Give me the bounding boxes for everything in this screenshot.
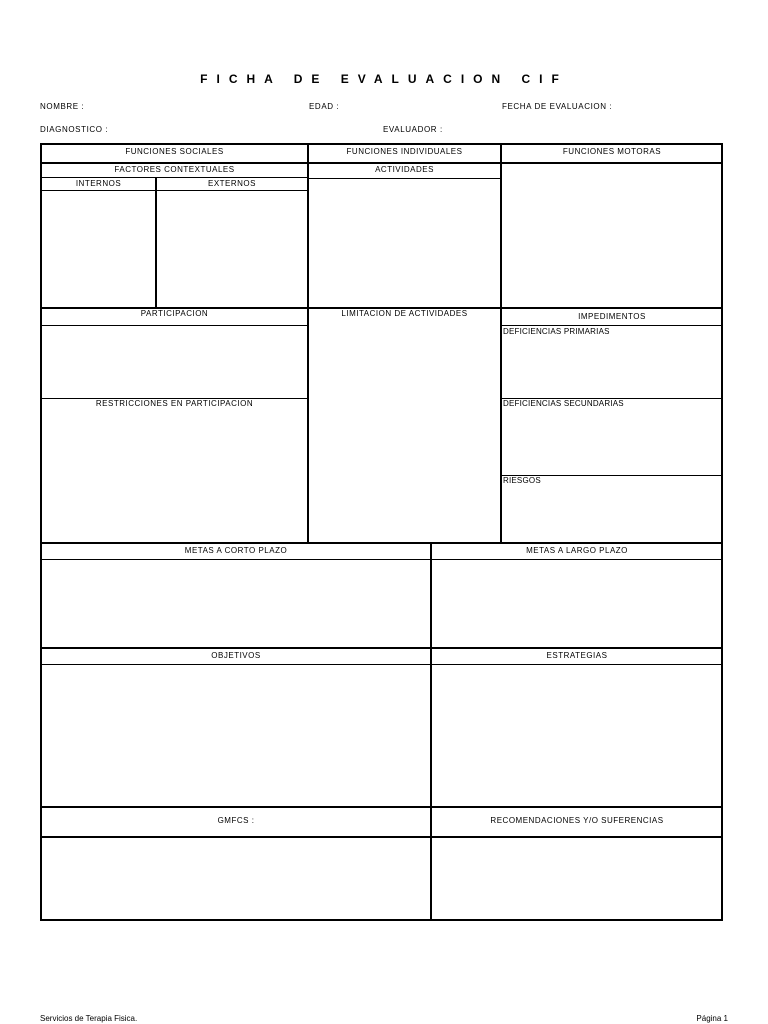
divider [500, 325, 723, 326]
objetivos-header: OBJETIVOS [211, 651, 261, 660]
internos-header: INTERNOS [75, 179, 122, 188]
divider [40, 806, 723, 808]
divider [40, 542, 723, 544]
divider [40, 190, 307, 191]
deficiencias-primarias-label: DEFICIENCIAS PRIMARIAS [503, 327, 610, 336]
impedimentos-header: IMPEDIMENTOS [578, 312, 646, 321]
recomendaciones-header: RECOMENDACIONES Y/O SUFERENCIAS [490, 816, 664, 825]
deficiencias-secundarias-label: DEFICIENCIAS SECUNDARIAS [503, 399, 624, 408]
divider [40, 162, 723, 164]
actividades-header: ACTIVIDADES [375, 165, 434, 174]
divider [307, 178, 500, 179]
divider [40, 559, 723, 560]
limitacion-actividades-header: LIMITACION DE ACTIVIDADES [341, 309, 468, 318]
metas-largo-plazo-header: METAS A LARGO PLAZO [526, 546, 628, 555]
divider [430, 542, 432, 920]
restricciones-header: RESTRICCIONES EN PARTICIPACION [95, 399, 254, 408]
evaluador-label: EVALUADOR : [383, 125, 443, 134]
metas-corto-plazo-header: METAS A CORTO PLAZO [184, 546, 288, 555]
form-title: FICHA DE EVALUACION CIF [200, 72, 568, 86]
divider [155, 177, 157, 308]
divider [40, 325, 307, 326]
footer-left: Servicios de Terapia Fisica. [40, 1014, 138, 1023]
fecha-evaluacion-label: FECHA DE EVALUACION : [502, 102, 613, 111]
participacion-header: PARTICIPACION [140, 309, 209, 318]
page-number: Página 1 [696, 1014, 728, 1023]
funciones-motoras-header: FUNCIONES MOTORAS [562, 147, 662, 156]
divider [500, 143, 502, 543]
funciones-sociales-header: FUNCIONES SOCIALES [125, 147, 224, 156]
funciones-individuales-header: FUNCIONES INDIVIDUALES [346, 147, 463, 156]
divider [40, 647, 723, 649]
divider [40, 836, 723, 838]
edad-label: EDAD : [309, 102, 340, 111]
gmfcs-header: GMFCS : [217, 816, 255, 825]
diagnostico-label: DIAGNOSTICO : [40, 125, 109, 134]
evaluation-table [40, 143, 723, 921]
divider [40, 177, 307, 178]
factores-contextuales-header: FACTORES CONTEXTUALES [114, 165, 235, 174]
externos-header: EXTERNOS [207, 179, 256, 188]
divider [40, 664, 723, 665]
divider [307, 143, 309, 543]
estrategias-header: ESTRATEGIAS [546, 651, 608, 660]
nombre-label: NOMBRE : [40, 102, 85, 111]
riesgos-label: RIESGOS [503, 476, 541, 485]
